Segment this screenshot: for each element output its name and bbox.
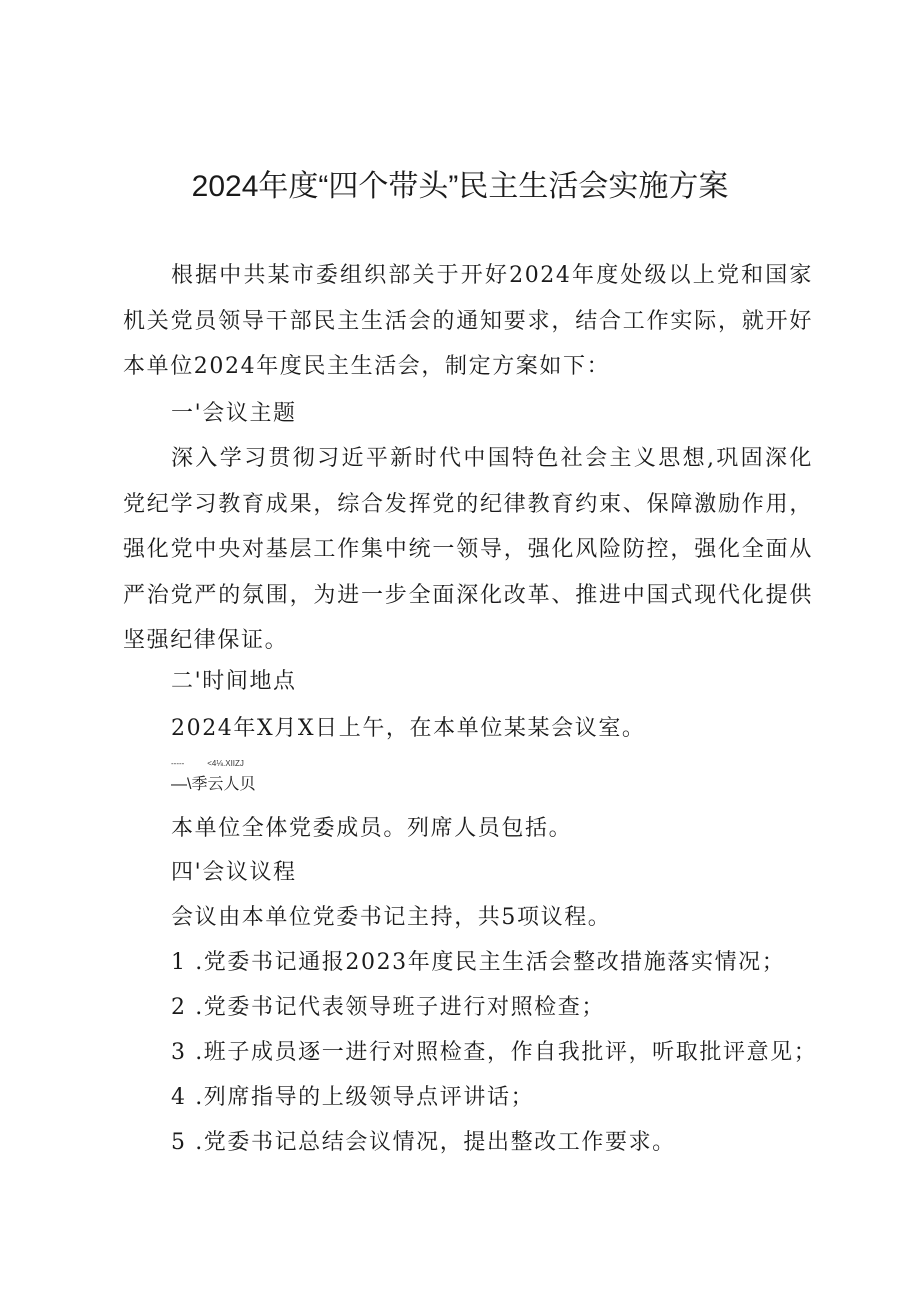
theme-paragraph: 深入学习贯彻习近平新时代中国特色社会主义思想,巩固深化党纪学习教育成果，综合发挥党的纪律教育约束、保障激励作用，强化党中央对基层工作集中统一领导，强化风险防控，强化全面从严治党严的氛围，为进一步全面深化改革、推进中国式现代化提供坚强纪律保证。 [123, 446, 813, 653]
scan-noise-left: ----- [171, 759, 185, 768]
section-heading-agenda: 四'会议议程 [171, 860, 297, 885]
scan-noise-right: <4⅛.XIIZJ [207, 759, 244, 768]
section-heading-attendees: —\季云人贝 [171, 776, 256, 793]
agenda-item: 2 .党委书记代表领导班子进行对照检查； [171, 995, 605, 1020]
scan-noise-line [171, 758, 371, 770]
agenda-item: 3 .班子成员逐一进行对照检查，作自我批评，听取批评意见； [171, 1040, 818, 1065]
intro-paragraph: 根据中共某市委组织部关于开好2024年度处级以上党和国家机关党员领导干部民主生活会的通知要求，结合工作实际，就开好本单位2024年度民主生活会，制定方案如下： [123, 263, 813, 379]
agenda-item: 5 .党委书记总结会议情况，提出整改工作要求。 [171, 1130, 676, 1155]
section-heading-time-place: 二'时间地点 [171, 669, 297, 694]
time-place-text: 2024年X月X日上午，在本单位某某会议室。 [171, 716, 646, 741]
section-heading-theme: 一'会议主题 [171, 401, 297, 426]
agenda-item: 4 .列席指导的上级领导点评讲话； [171, 1085, 535, 1110]
agenda-intro-text: 会议由本单位党委书记主持，共5项议程。 [171, 905, 612, 930]
attendees-text: 本单位全体党委成员。列席人员包括。 [171, 816, 573, 841]
document-title: 2024年度“四个带头”民主生活会实施方案 [191, 170, 729, 203]
agenda-item: 1 .党委书记通报2023年度民主生活会整改措施落实情况； [171, 950, 786, 975]
